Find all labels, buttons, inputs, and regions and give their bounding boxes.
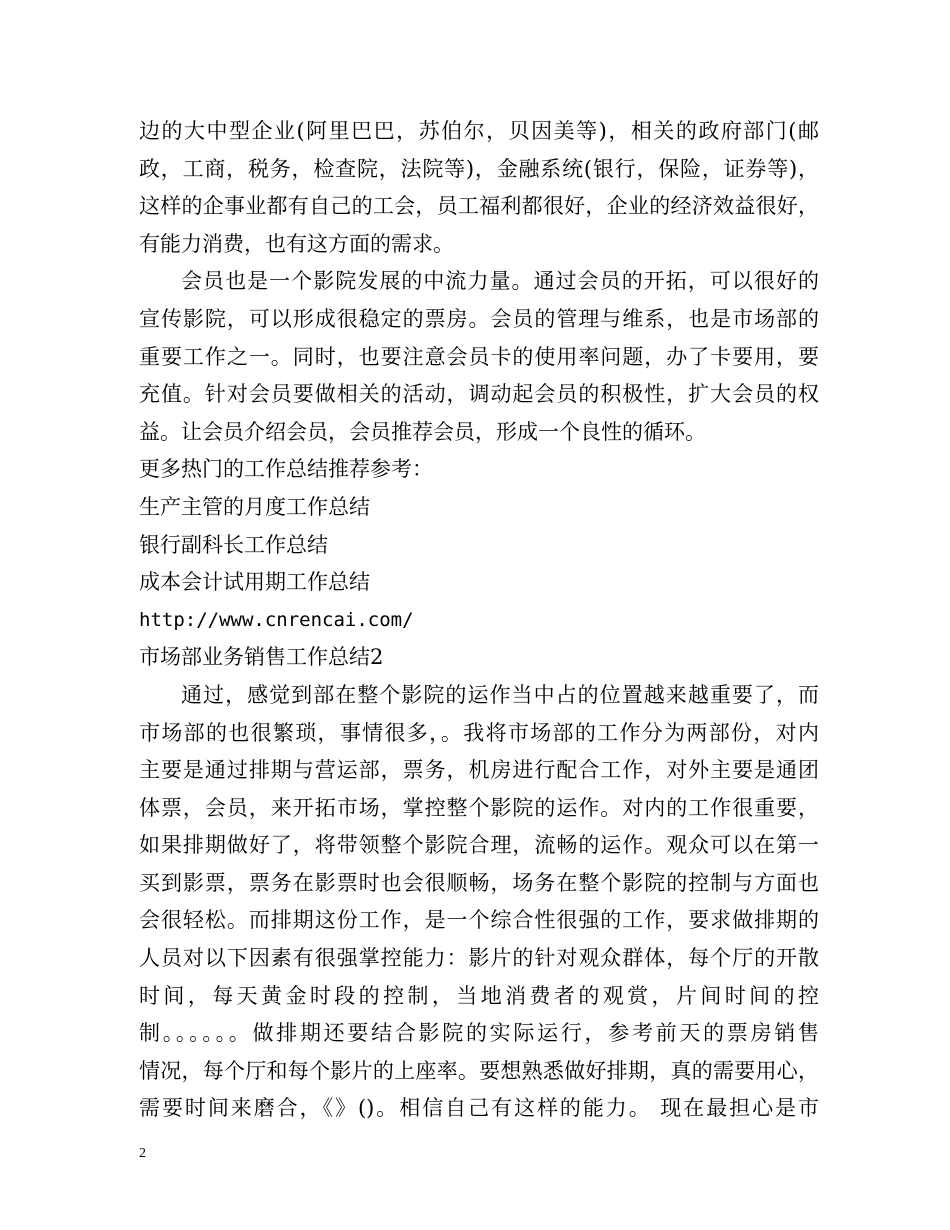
text-line: 这样的企事业都有自己的工会，员工福利都很好，企业的经济效益很好， <box>139 194 819 219</box>
text-line: 时间，每天黄金时段的控制，当地消费者的观赏，片间时间的控 <box>139 983 819 1008</box>
text-line: 益。让会员介绍会员，会员推荐会员，形成一个良性的循环。 <box>139 419 706 444</box>
text-line: 充值。针对会员要做相关的活动，调动起会员的积极性，扩大会员的权 <box>139 382 819 407</box>
related-link-item: 银行副科长工作总结 <box>139 532 328 557</box>
paragraph-start-line: 通过，感觉到部在整个影院的运作当中占的位置越来越重要了，而 <box>181 682 819 707</box>
text-line: 如果排期做好了，将带领整个影院合理，流畅的运作。观众可以在第一 <box>139 833 819 858</box>
text-line: 宣传影院，可以形成很稳定的票房。会员的管理与维系，也是市场部的 <box>139 306 819 331</box>
text-line: 边的大中型企业(阿里巴巴，苏伯尔，贝因美等)，相关的政府部门(邮 <box>139 119 819 143</box>
text-line: 体票，会员，来开拓市场，掌控整个影院的运作。对内的工作很重要， <box>139 795 819 820</box>
paragraph-start-line: 会员也是一个影院发展的中流力量。通过会员的开拓，可以很好的 <box>181 269 819 294</box>
text-line: 人员对以下因素有很强掌控能力：影片的针对观众群体，每个厅的开散 <box>139 946 819 971</box>
source-url: http://www.cnrencai.com/ <box>139 608 414 631</box>
text-line: 需要时间来磨合，《》()。相信自己有这样的能力。 现在最担心是市 <box>139 1096 819 1121</box>
related-link-item: 成本会计试用期工作总结 <box>139 570 370 595</box>
text-line: 会很轻松。而排期这份工作，是一个综合性很强的工作，要求做排期的 <box>139 908 819 933</box>
text-line: 买到影票，票务在影票时也会很顺畅，场务在整个影院的控制与方面也 <box>139 870 819 895</box>
section-title: 市场部业务销售工作总结2 <box>139 645 384 670</box>
text-line: 重要工作之一。同时，也要注意会员卡的使用率问题，办了卡要用，要 <box>139 344 819 369</box>
text-line: 情况，每个厅和每个影片的上座率。要想熟悉做好排期，真的需要用心， <box>139 1058 819 1083</box>
page-number: 2 <box>139 1146 146 1161</box>
text-line: 制。。。。。。做排期还要结合影院的实际运行，参考前天的票房销售 <box>139 1021 819 1046</box>
related-heading: 更多热门的工作总结推荐参考： <box>139 457 433 482</box>
text-line: 市场部的也很繁琐，事情很多，。我将市场部的工作分为两部份，对内 <box>139 720 819 745</box>
text-line: 有能力消费，也有这方面的需求。 <box>139 231 454 256</box>
text-line: 政，工商，税务，检查院，法院等)，金融系统(银行，保险，证券等)， <box>139 156 819 181</box>
related-link-item: 生产主管的月度工作总结 <box>139 494 370 519</box>
text-line: 主要是通过排期与营运部，票务，机房进行配合工作，对外主要是通团 <box>139 758 819 783</box>
document-body <box>139 113 819 1128</box>
